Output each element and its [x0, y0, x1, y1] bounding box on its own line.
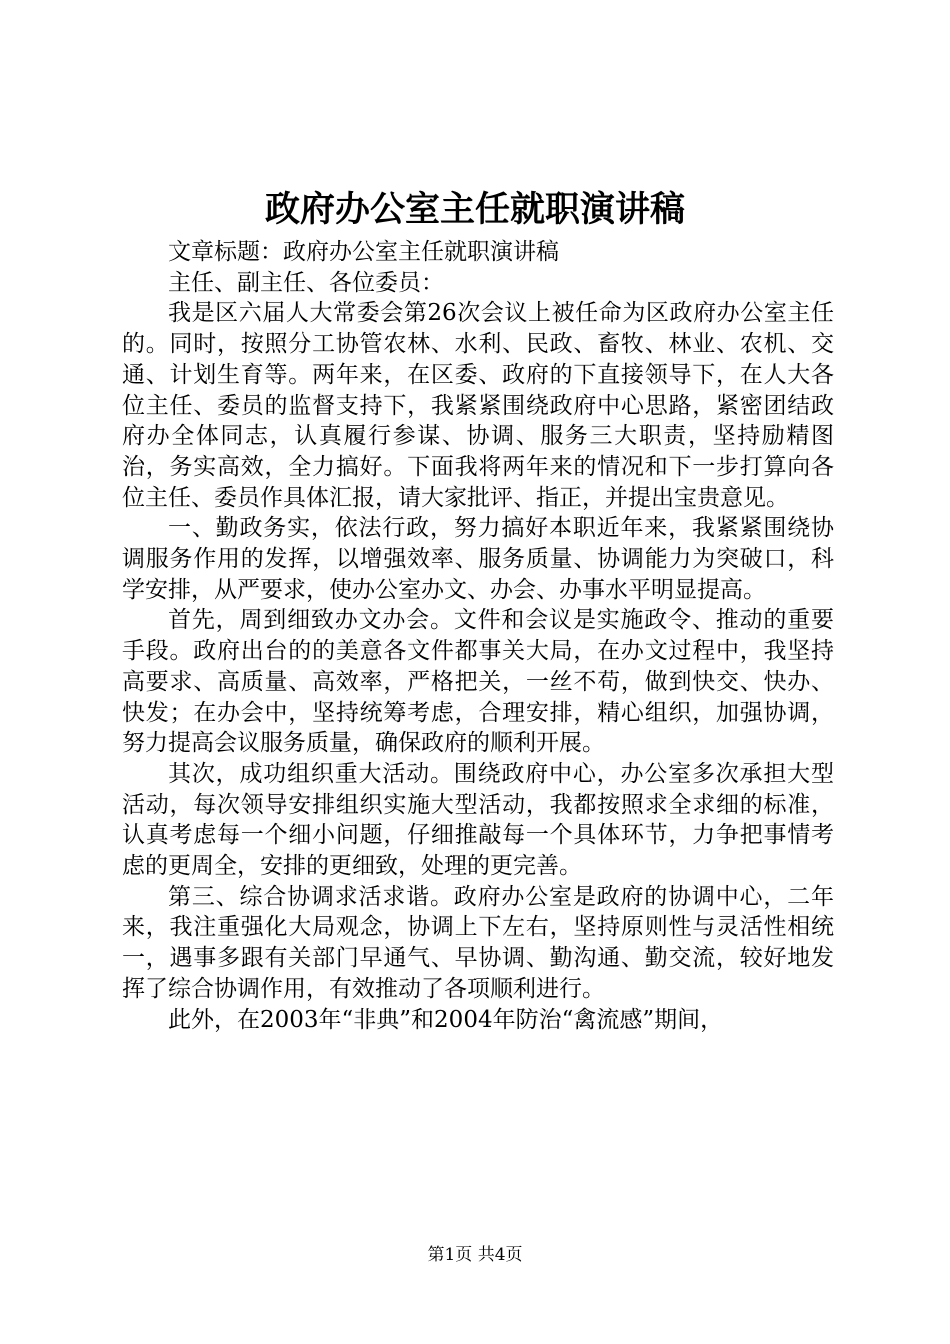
paragraph-additionally: 此外，在2003年“非典”和2004年防治“禽流感”期间，	[168, 1006, 724, 1033]
paragraph-section-one: 一、勤政务实，依法行政，努力搞好本职近年来，我紧紧围绕协调服务作用的发挥，以增强效率、服务质量、协调能力为突破口，科学安排，从严要求，使办公室办文、办会、办事水平明显提高。	[122, 515, 834, 603]
paragraph-second: 其次，成功组织重大活动。围绕政府中心，办公室多次承担大型活动，每次领导安排组织实施大型活动，我都按照求全求细的标准，认真考虑每一个细小问题，仔细推敲每一个具体环节，力争把事情考虑的更周全，安排的更细致，处理的更完善。	[122, 760, 834, 880]
paragraph-salutation: 主任、副主任、各位委员：	[168, 269, 444, 296]
paragraph-third: 第三、综合协调求活求谐。政府办公室是政府的协调中心，二年来，我注重强化大局观念，协调上下左右，坚持原则性与灵活性相统一，遇事多跟有关部门早通气、早协调、勤沟通、勤交流，较好地发挥了综合协调作用，有效推动了各项顺利进行。	[122, 883, 834, 1002]
document-body	[122, 237, 834, 1035]
paragraph-article-title: 文章标题：政府办公室主任就职演讲稿	[168, 239, 559, 265]
document-title: 政府办公室主任就职演讲稿	[264, 189, 685, 230]
page-footer: 第1页 共4页	[427, 1245, 523, 1265]
paragraph-first: 首先，周到细致办文办会。文件和会议是实施政令、推动的重要手段。政府出台的的美意各文件都事关大局，在办文过程中，我坚持高要求、高质量、高效率，严格把关，一丝不苟，做到快交、快办、快发；在办会中，坚持统筹考虑，合理安排，精心组织，加强协调，努力提高会议服务质量，确保政府的顺利开展。	[122, 607, 834, 757]
paragraph-introduction: 我是区六届人大常委会第26次会议上被任命为区政府办公室主任的。同时，按照分工协管农林、水利、民政、畜牧、林业、农机、交通、计划生育等。两年来，在区委、政府的下直接领导下，在人大各位主任、委员的监督支持下，我紧紧围绕政府中心思路，紧密团结政府办全体同志，认真履行参谋、协调、服务三大职责，坚持励精图治，务实高效，全力搞好。下面我将两年来的情况和下一步打算向各位主任、委员作具体汇报，请大家批评、指正，并提出宝贵意见。	[122, 300, 834, 511]
